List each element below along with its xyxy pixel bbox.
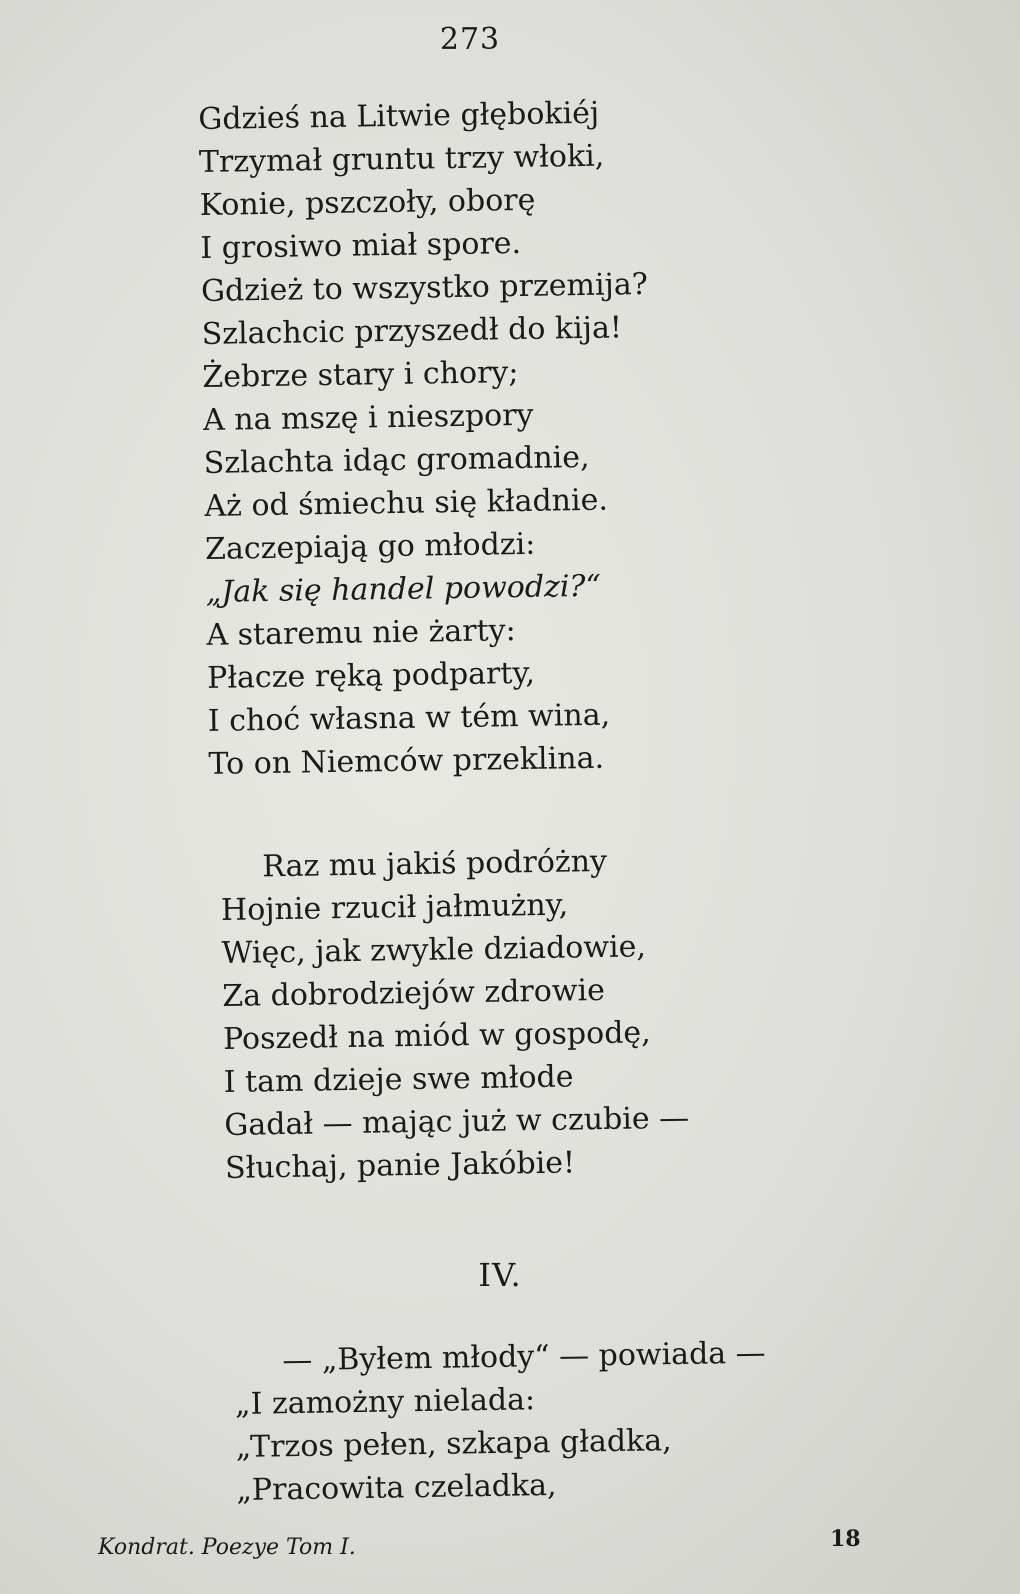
- verse-line: Szlachta idąc gromadnie,: [203, 439, 590, 481]
- verse-line: Szlachcic przyszedł do kija!: [201, 310, 623, 352]
- page-number: 273: [439, 22, 501, 57]
- verse-line-italic-quote: „Jak się handel powodzi?“: [205, 568, 602, 610]
- verse-line: Aż od śmiechu się kładnie.: [204, 482, 609, 524]
- verse-line: A na mszę i nieszpory: [202, 397, 534, 438]
- verse-line: I tam dzieje swe młode: [223, 1059, 574, 1100]
- verse-line: Poszedł na miód w gospodę,: [222, 1015, 651, 1057]
- footer-sheet-number: 18: [830, 1526, 861, 1552]
- verse-line: A staremu nie żarty:: [206, 613, 516, 653]
- stanza-3: [234, 1332, 768, 1512]
- verse-line: Hojnie rzucił jałmużny,: [220, 887, 569, 928]
- verse-line: Żebrze stary i chory;: [202, 355, 519, 395]
- verse-line: Za dobrodziejów zdrowie: [222, 972, 606, 1014]
- stanza-1: [198, 91, 656, 786]
- verse-line: Gadał — mając już w czubie —: [224, 1100, 690, 1143]
- footer-signature: Kondrat. Poezye Tom I.: [98, 1535, 356, 1560]
- verse-line: Raz mu jakiś podróżny: [262, 843, 608, 885]
- verse-line: — „Byłem młody“ — powiada —: [282, 1335, 766, 1379]
- verse-line: I grosiwo miał spore.: [200, 225, 522, 266]
- verse-line: Słuchaj, panie Jakóbie!: [224, 1145, 576, 1186]
- section-heading: IV.: [478, 1256, 522, 1294]
- verse-line: „Trzos pełen, szkapa gładka,: [235, 1423, 672, 1465]
- verse-line: Trzymał gruntu trzy włoki,: [198, 138, 605, 180]
- verse-line: I choć własna w tém wina,: [207, 697, 611, 739]
- verse-line: Więc, jak zwykle dziadowie,: [221, 929, 647, 971]
- verse-line: Gdzież to wszystko przemija?: [200, 266, 649, 309]
- verse-line: „Pracowita czeladka,: [236, 1467, 557, 1508]
- verse-line: Konie, pszczoły, oborę: [199, 182, 536, 223]
- stanza-2: [220, 839, 690, 1190]
- verse-line: Gdzieś na Litwie głębokiéj: [198, 95, 600, 137]
- verse-line: Zaczepiają go młodzi:: [204, 526, 536, 567]
- verse-line: Płacze ręką podparty,: [206, 655, 536, 696]
- verse-line: „I zamożny nielada:: [234, 1382, 536, 1422]
- verse-line: To on Niemców przeklina.: [208, 740, 605, 782]
